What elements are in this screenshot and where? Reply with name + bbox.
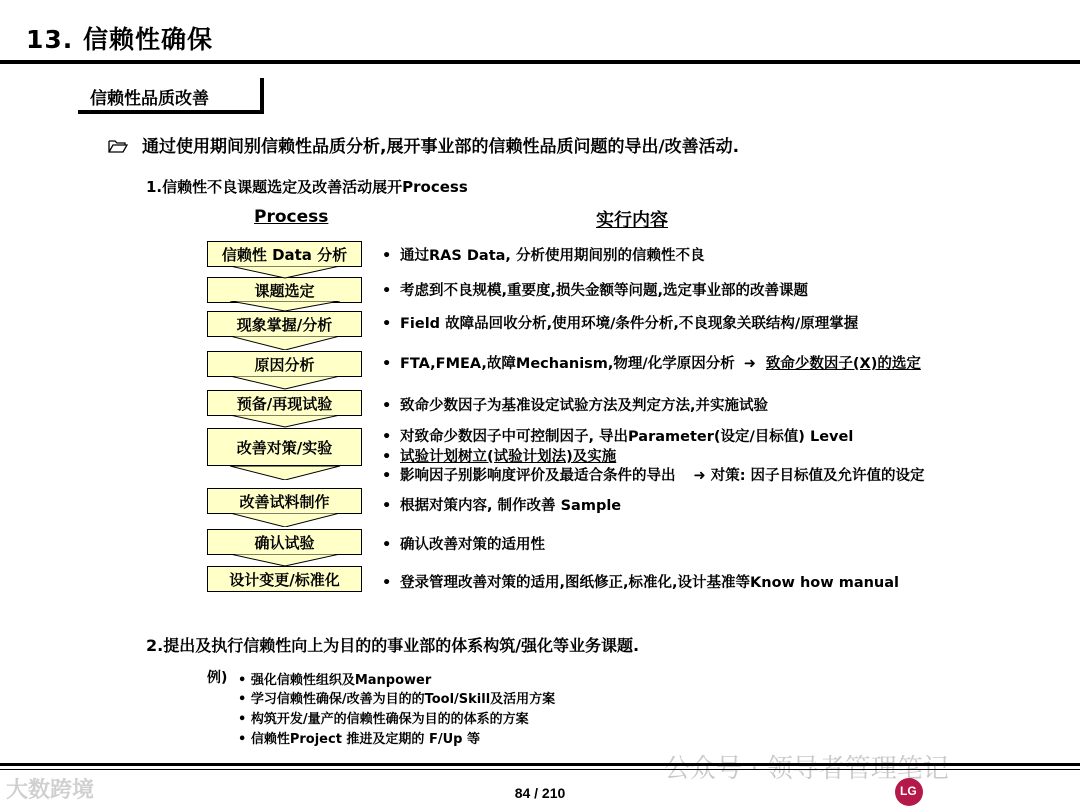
column-header-content: 实行内容 (596, 210, 668, 231)
example-item: • 强化信赖性组织及Manpower (238, 673, 432, 688)
example-item: • 构筑开发/量产的信赖性确保为目的的体系的方案 (238, 712, 529, 727)
lg-logo: LG (895, 778, 923, 806)
subheading-1: 1.信赖性不良课题选定及改善活动展开Process (146, 178, 468, 196)
step-description: • 通过RAS Data, 分析使用期间别的信赖性不良 (382, 248, 705, 264)
section-tab (78, 78, 264, 114)
step-description: • FTA,FMEA,故障Mechanism,物理/化学原因分析 ➜ 致命少数因子(X)的选定 (382, 356, 921, 372)
down-arrow-icon (230, 554, 340, 568)
down-arrow-icon (230, 513, 340, 527)
process-step: 确认试验 (207, 529, 362, 555)
watermark-left: 大数跨境 (6, 778, 95, 803)
step-description: • 根据对策内容, 制作改善 Sample (382, 498, 622, 514)
process-step: 预备/再现试验 (207, 390, 362, 416)
section-tab-hbar (78, 110, 264, 114)
step-description: • Field 故障品回收分析,使用环境/条件分析,不良现象关联结构/原理掌握 (382, 316, 859, 332)
column-header-process: Process (254, 207, 329, 227)
down-arrow-icon (230, 376, 340, 390)
lead-line (108, 132, 739, 157)
step-description: • 确认改善对策的适用性 (382, 537, 545, 553)
down-arrow-icon (230, 266, 340, 280)
title-rule (0, 60, 1080, 64)
example-item: • 学习信赖性确保/改善为目的的Tool/Skill及活用方案 (238, 692, 556, 707)
folder-icon (108, 139, 128, 153)
process-step: 信赖性 Data 分析 (207, 241, 362, 267)
step-description: • 试验计划树立(试验计划法)及实施 (382, 449, 617, 465)
footer-rule (0, 763, 1080, 766)
step-description: • 对致命少数因子中可控制因子, 导出Parameter(设定/目标值) Level (382, 429, 854, 445)
process-step: 改善对策/实验 (207, 428, 362, 466)
down-arrow-icon (230, 415, 340, 429)
page-number: 84 / 210 (514, 785, 566, 801)
process-step: 现象掌握/分析 (207, 311, 362, 337)
process-step: 改善试料制作 (207, 488, 362, 514)
footer-rule-thin (0, 769, 1080, 770)
process-step: 课题选定 (207, 277, 362, 303)
example-label: 例) (207, 670, 228, 686)
down-arrow-icon (230, 466, 340, 480)
step-description: • 致命少数因子为基准设定试验方法及判定方法,并实施试验 (382, 398, 769, 414)
example-item: • 信赖性Project 推进及定期的 F/Up 等 (238, 732, 480, 747)
step-description: • 考虑到不良规模,重要度,损失金额等问题,选定事业部的改善课题 (382, 283, 809, 299)
subheading-2: 2.提出及执行信赖性向上为目的的事业部的体系构筑/强化等业务课题. (146, 636, 640, 655)
lead-text: 通过使用期间别信赖性品质分析,展开事业部的信赖性品质问题的导出/改善活动. (142, 137, 740, 157)
process-step: 设计变更/标准化 (207, 566, 362, 592)
page-title: 13. 信赖性确保 (26, 25, 213, 54)
down-arrow-icon (230, 336, 340, 350)
step-description: • 登录管理改善对策的适用,图纸修正,标准化,设计基准等Know how manual (382, 575, 900, 591)
key-factor-link-text: 致命少数因子(X)的选定 (765, 356, 921, 372)
process-step: 原因分析 (207, 351, 362, 377)
step-description: • 影响因子别影响度评价及最适合条件的导出 ➜ 对策: 因子目标值及允许值的设定 (382, 468, 925, 484)
down-arrow-icon (230, 301, 340, 315)
section-tab-label: 信赖性品质改善 (90, 89, 209, 109)
section-tab-vbar (260, 78, 264, 114)
